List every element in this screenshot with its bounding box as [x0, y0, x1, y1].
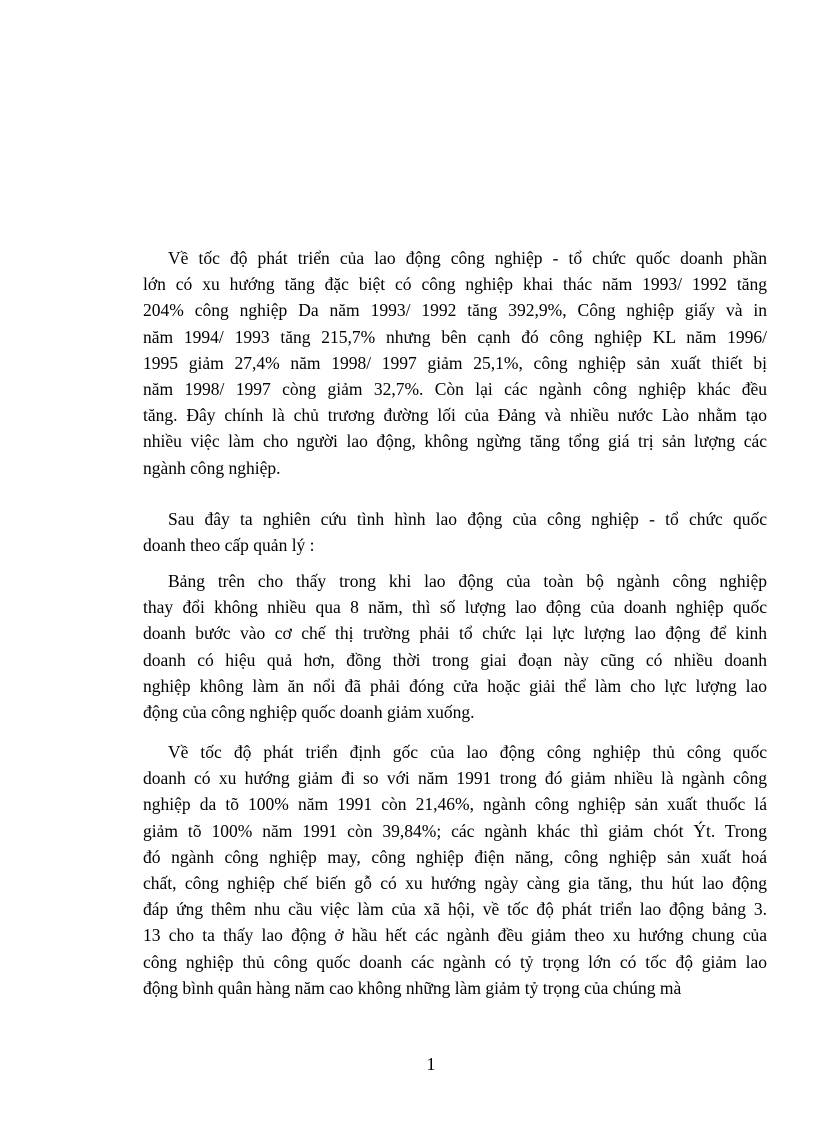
- text-line: Về tốc độ phát triển định gốc của lao động công nghiệp thủ công quốc: [168, 742, 767, 762]
- text-line: nghiệp không làm ăn nổi đã phải đóng cửa hoặc giải thể làm cho lực lượng lao: [143, 675, 767, 696]
- text-line: đó ngành công nghiệp may, công nghiệp điện năng, công nghiệp sản xuất hoá: [143, 846, 767, 867]
- text-line: nhiều việc làm cho người lao động, không ngừng tăng tổng giá trị sản lượng các: [143, 431, 767, 452]
- text-line: chất, công nghiệp chế biến gỗ có xu hướng ngày càng gia tăng, thu hút lao động: [143, 872, 767, 893]
- text-line: động bình quân hàng năm cao không những làm giảm tỷ trọng của chúng mà: [143, 977, 682, 998]
- text-line: doanh có xu hướng giảm đi so với năm 1991 trong đó giảm nhiều là ngành công: [143, 768, 767, 789]
- text-line: doanh có hiệu quả hơn, đồng thời trong giai đoạn này cũng có nhiều doanh: [143, 649, 767, 670]
- text-line: lớn có xu hướng tăng đặc biệt có công nghiệp khai thác năm 1993/ 1992 tăng: [143, 274, 767, 295]
- text-line: năm 1998/ 1997 còng giảm 32,7%. Còn lại các ngành công nghiệp khác đều: [143, 378, 767, 399]
- text-line: động của công nghiệp quốc doanh giảm xuống.: [143, 701, 475, 722]
- paragraph-2: [143, 506, 767, 558]
- text-line: doanh bước vào cơ chế thị trường phải tổ chức lại lực lượng lao động để kinh: [143, 623, 767, 644]
- text-line: Bảng trên cho thấy trong khi lao động của toàn bộ ngành công nghiệp: [168, 571, 767, 591]
- page-number: 1: [426, 1054, 436, 1074]
- text-line: 204% công nghiệp Da năm 1993/ 1992 tăng 392,9%, Công nghiệp giấy và in: [143, 300, 767, 321]
- text-line: Sau đây ta nghiên cứu tình hình lao động của công nghiệp - tổ chức quốc: [168, 509, 767, 529]
- text-line: giảm tõ 100% năm 1991 còn 39,84%; các ngành khác thì giảm chót Ýt. Trong: [143, 820, 767, 841]
- text-line: Về tốc độ phát triển của lao động công nghiệp - tổ chức quốc doanh phần: [168, 248, 767, 268]
- text-line: 13 cho ta thấy lao động ở hầu hết các ngành đều giảm theo xu hướng chung của: [143, 925, 767, 946]
- text-line: doanh theo cấp quản lý :: [143, 535, 315, 556]
- text-line: ngành công nghiệp.: [143, 457, 281, 478]
- paragraph-4: [143, 739, 767, 1001]
- paragraph-1: [143, 245, 767, 481]
- text-line: công nghiệp thủ công quốc doanh các ngành có tỷ trọng lớn có tốc độ giảm lao: [143, 951, 767, 972]
- text-line: 1995 giảm 27,4% năm 1998/ 1997 giảm 25,1%, công nghiệp sản xuất thiết bị: [143, 352, 767, 373]
- paragraph-3: [143, 568, 767, 725]
- text-line: đáp ứng thêm nhu cầu việc làm của xã hội, về tốc độ phát triển lao động bảng 3.: [143, 899, 767, 920]
- text-line: tăng. Đây chính là chủ trương đường lối của Đảng và nhiều nước Lào nhằm tạo: [143, 405, 767, 426]
- text-line: thay đổi không nhiều qua 8 năm, thì số lượng lao động của doanh nghiệp quốc: [143, 597, 767, 618]
- text-line: nghiệp da tõ 100% năm 1991 còn 21,46%, ngành công nghiệp sản xuất thuốc lá: [143, 794, 767, 815]
- text-line: năm 1994/ 1993 tăng 215,7% nhưng bên cạnh đó công nghiệp KL năm 1996/: [143, 326, 767, 347]
